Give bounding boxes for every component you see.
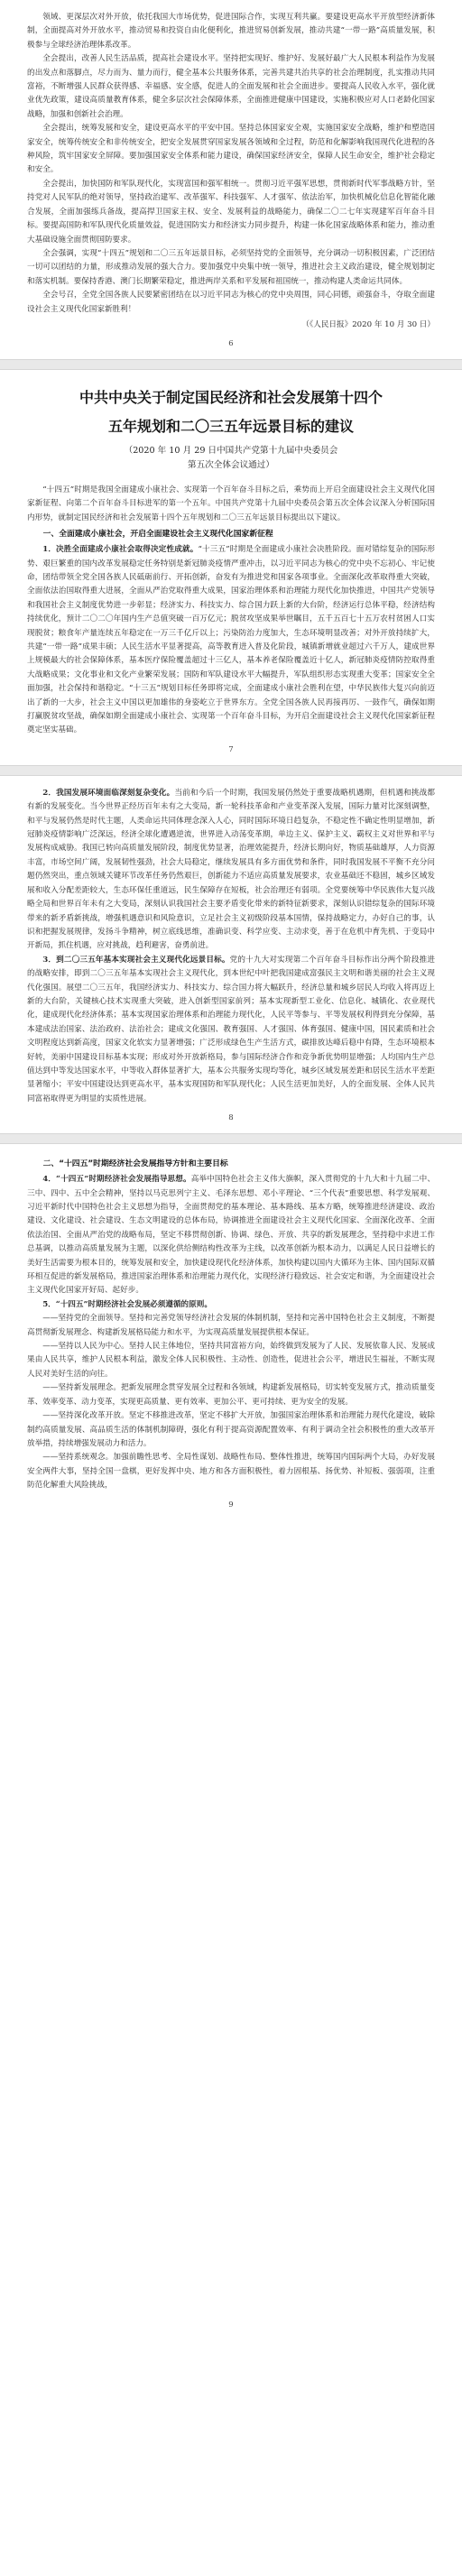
page-divider [0, 765, 462, 776]
paragraph: 全会提出，统筹发展和安全，建设更高水平的平安中国。坚持总体国家安全观，实施国家安全战略，维护和塑造国家安全，统筹传统安全和非传统安全，把安全发展贯穿国家发展各领域和全过程，防范和化解影响我国现代化进程的各种风险，筑牢国家安全屏障。要加强国家安全体系和能力建设，确保国家经济安全，保障人民生命安全，维护社会稳定和安全。 [27, 124, 435, 175]
item-paragraph [27, 1173, 435, 1298]
item-paragraph [27, 1298, 435, 1312]
paragraph: 全会提出，加快国防和军队现代化，实现富国和强军相统一。贯彻习近平强军思想，贯彻新时代军事战略方针，坚持党对人民军队的绝对领导，坚持政治建军、改革强军、科技强军、人才强军、依法治军，加快机械化信息化智能化融合发展，全面加强练兵备战，提高捍卫国家主权、安全、发展利益的战略能力，确保二〇二七年实现建军百年奋斗目标。要提高国防和军队现代化质量效益，促进国防实力和经济实力同步提升，构建一体化国家战略体系和能力，推动重大基础设施全面贯彻国防要求。 [27, 179, 435, 245]
page-divider [0, 359, 462, 370]
document-subtitle-line-2: 第五次全体会议通过） [188, 459, 274, 470]
item-body: 高举中国特色社会主义伟大旗帜，深入贯彻党的十九大和十九届二中、三中、四中、五中全会精神，坚持以马克思列宁主义、毛泽东思想、邓小平理论、“三个代表”重要思想、科学发展观、习近平新时代中国特色社会主义思想为指导，全面贯彻党的基本理论、基本路线、基本方略，统筹推进经济建设、政治建设、文化建设、社会建设、生态文明建设的总体布局，协调推进全面建设社会主义现代化国家、全面深化改革、全面依法治国、全面从严治党的战略布局，坚定不移贯彻创新、协调、绿色、开放、共享的新发展理念，坚持稳中求进工作总基调，以推动高质量发展为主题，以深化供给侧结构性改革为主线，以改革创新为根本动力，以满足人民日益增长的美好生活需要为根本目的，统筹发展和安全，加快建设现代化经济体系，加快构建以国内大循环为主体、国内国际双循环相互促进的新发展格局，推进国家治理体系和治理能力现代化，实现经济行稳致远、社会安定和谐，为全面建设社会主义现代化国家开好局、起好步。 [27, 1175, 435, 1296]
paragraph: 全会强调，实现“十四五”规划和二〇三五年远景目标，必须坚持党的全面领导，充分调动一切积极因素，广泛团结一切可以团结的力量，形成推动发展的强大合力。要加强党中央集中统一领导，推进社会主义政治建设，健全规划制定和落实机制。要保持香港、澳门长期繁荣稳定，推进两岸关系和平发展和祖国统一，推动构建人类命运共同体。 [27, 248, 435, 286]
item-paragraph [27, 543, 435, 738]
intro-paragraph: “十四五”时期是我国全面建成小康社会、实现第一个百年奋斗目标之后，乘势而上开启全面建设社会主义现代化国家新征程、向第二个百年奋斗目标进军的第一个五年。中国共产党第十九届中央委员会第五次全体会议深入分析国际国内形势，就制定国民经济和社会发展第十四个五年规划和二〇三五年远景目标提出以下建议。 [27, 485, 435, 522]
paragraph: 领域、更深层次对外开放，依托我国大市场优势，促进国际合作，实现互利共赢。要建设更高水平开放型经济新体制，全面提高对外开放水平，推动贸易和投资自由化便利化，推进贸易创新发展，推动共建“一带一路”高质量发展，积极参与全球经济治理体系改革。 [27, 13, 435, 50]
document-title-line-1: 中共中央关于制定国民经济和社会发展第十四个 [79, 388, 383, 406]
section-heading: 一、全面建成小康社会，开启全面建设社会主义现代化国家新征程 [42, 530, 273, 540]
document-title-line-2: 五年规划和二〇三五年远景目标的建议 [107, 417, 354, 435]
guidelines-section [27, 1144, 435, 1519]
section-heading: 二、“十四五”时期经济社会发展指导方针和主要目标 [42, 1159, 228, 1169]
item-paragraph [27, 787, 435, 954]
page-divider [0, 1133, 462, 1144]
item-lead: 5．“十四五”时期经济社会发展必须遵循的原则。 [42, 1299, 212, 1309]
page-number: 8 [228, 1113, 234, 1123]
proposal-opening-section [27, 370, 435, 765]
document-subtitle-line-1: （2020 年 10 月 29 日中国共产党第十九届中央委员会 [124, 445, 338, 456]
paragraph: 全会号召，全党全国各族人民要紧密团结在以习近平同志为核心的党中央周围，同心同德，顽强奋斗，夺取全面建设社会主义现代化国家新胜利！ [27, 291, 435, 314]
item-body: 当前和今后一个时期，我国发展仍然处于重要战略机遇期，但机遇和挑战都有新的发展变化。当今世界正经历百年未有之大变局，新一轮科技革命和产业变革深入发展，国际力量对比深刻调整，和平与发展仍然是时代主题，人类命运共同体理念深入人心，同时国际环境日趋复杂，不稳定性不确定性明显增加，新冠肺炎疫情影响广泛深远，经济全球化遭遇逆流，世界进入动荡变革期，单边主义、保护主义、霸权主义对世界和平与发展构成威胁。我国已转向高质量发展阶段，制度优势显著，治理效能提升，经济长期向好，物质基础雄厚，人力资源丰富，市场空间广阔，发展韧性强劲，社会大局稳定，继续发展具有多方面优势和条件，同时我国发展不平衡不充分问题仍然突出，重点领域关键环节改革任务仍然艰巨，创新能力不适应高质量发展要求，农业基础还不稳固，城乡区域发展和收入分配差距较大，生态环保任重道远，民生保障存在短板，社会治理还有弱项。全党要统筹中华民族伟大复兴战略全局和世界百年未有之大变局，深刻认识我国社会主要矛盾变化带来的新特征新要求，深刻认识错综复杂的国际环境带来的新矛盾新挑战，增强机遇意识和风险意识，立足社会主义初级阶段基本国情，保持战略定力，办好自己的事，认识和把握发展规律，发扬斗争精神，树立底线思维，准确识变、科学应变、主动求变，善于在危机中育先机、于变局中开新局，抓住机遇，应对挑战，趋利避害，奋勇前进。 [27, 788, 435, 951]
communique-section [27, 0, 435, 359]
principle-paragraph: ——坚持深化改革开放。坚定不移推进改革，坚定不移扩大开放，加强国家治理体系和治理能力现代化建设，破除制约高质量发展、高品质生活的体制机制障碍，强化有利于提高资源配置效率、有利于调动全社会积极性的重大改革开放举措，持续增强发展动力和活力。 [27, 1411, 435, 1448]
item-lead: 4．“十四五”时期经济社会发展指导思想。 [42, 1175, 191, 1185]
item-paragraph [27, 954, 435, 1106]
principle-paragraph: ——坚持系统观念。加强前瞻性思考、全局性谋划、战略性布局、整体性推进，统筹国内国际两个大局，办好发展安全两件大事，坚持全国一盘棋，更好发挥中央、地方和各方面积极性，着力固根基、扬优势、补短板、强弱项，注重防范化解重大风险挑战， [27, 1453, 435, 1491]
principle-paragraph: ——坚持新发展理念。把新发展理念贯穿发展全过程和各领域，构建新发展格局，切实转变发展方式，推动质量变革、效率变革、动力变革，实现更高质量、更有效率、更加公平、更可持续、更为安全的发展。 [27, 1383, 435, 1407]
item-lead: 1．决胜全面建成小康社会取得决定性成就。 [42, 545, 199, 555]
item-lead: 3．到二〇三五年基本实现社会主义现代化远景目标。 [42, 955, 230, 965]
page-number: 7 [228, 744, 234, 754]
page-number: 9 [228, 1500, 234, 1510]
item-lead: 2．我国发展环境面临深刻复杂变化。 [42, 788, 175, 798]
item-body: 党的十九大对实现第二个百年奋斗目标作出分两个阶段推进的战略安排，即到二〇三五年基本实现社会主义现代化，到本世纪中叶把我国建成富强民主文明和谐美丽的社会主义现代化强国。展望二〇三五年，我国经济实力、科技实力、综合国力将大幅跃升，经济总量和城乡居民人均收入将再迈上新的大台阶，关键核心技术实现重大突破，进入创新型国家前列；基本实现新型工业化、信息化、城镇化、农业现代化，建成现代化经济体系；基本实现国家治理体系和治理能力现代化，人民平等参与、平等发展权利得到充分保障，基本建成法治国家、法治政府、法治社会；建成文化强国、教育强国、人才强国、体育强国、健康中国，国民素质和社会文明程度达到新高度，国家文化软实力显著增强；广泛形成绿色生产生活方式，碳排放达峰后稳中有降，生态环境根本好转，美丽中国建设目标基本实现；形成对外开放新格局，参与国际经济合作和竞争新优势明显增强；人均国内生产总值达到中等发达国家水平，中等收入群体显著扩大，基本公共服务实现均等化，城乡区域发展差距和居民生活水平差距显著缩小；平安中国建设达到更高水平，基本实现国防和军队现代化；人民生活更加美好，人的全面发展、全体人民共同富裕取得更为明显的实质性进展。 [27, 955, 435, 1103]
environment-section [27, 776, 435, 1133]
source-line: （《人民日报》2020 年 10 月 30 日） [301, 319, 435, 329]
principle-paragraph: ——坚持党的全面领导。坚持和完善党领导经济社会发展的体制机制，坚持和完善中国特色社会主义制度，不断提高贯彻新发展理念、构建新发展格局能力和水平，为实现高质量发展提供根本保证。 [27, 1314, 435, 1337]
page-number: 6 [228, 338, 234, 348]
principle-paragraph: ——坚持以人民为中心。坚持人民主体地位，坚持共同富裕方向，始终做到发展为了人民、发展依靠人民、发展成果由人民共享，维护人民根本利益，激发全体人民积极性、主动性、创造性，促进社会公平，增进民生福祉，不断实现人民对美好生活的向往。 [27, 1342, 435, 1379]
paragraph: 全会提出，改善人民生活品质，提高社会建设水平。坚持把实现好、维护好、发展好最广大人民根本利益作为发展的出发点和落脚点，尽力而为、量力而行，健全基本公共服务体系，完善共建共治共享的社会治理制度，扎实推动共同富裕，不断增强人民群众获得感、幸福感、安全感，促进人的全面发展和社会全面进步。要提高人民收入水平，强化就业优先政策，建设高质量教育体系，健全多层次社会保障体系，全面推进健康中国建设，实施积极应对人口老龄化国家战略，加强和创新社会治理。 [27, 54, 435, 119]
item-body: “十三五”时期是全面建成小康社会决胜阶段。面对错综复杂的国际形势、艰巨繁重的国内改革发展稳定任务特别是新冠肺炎疫情严重冲击，以习近平同志为核心的党中央不忘初心、牢记使命，团结带领全党全国各族人民砥砺前行、开拓创新，奋发有为推进党和国家各项事业。全面深化改革取得重大突破，全面依法治国取得重大进展，全面从严治党取得重大成果，国家治理体系和治理能力现代化加快推进，中国共产党领导和我国社会主义制度优势进一步彰显；经济实力、科技实力、综合国力跃上新的大台阶，经济运行总体平稳，经济结构持续优化，预计二〇二〇年国内生产总值突破一百万亿元；脱贫攻坚成果举世瞩目，五千五百七十五万农村贫困人口实现脱贫；粮食年产量连续五年稳定在一万三千亿斤以上；污染防治力度加大，生态环境明显改善；对外开放持续扩大，共建“一带一路”成果丰硕；人民生活水平显著提高，高等教育进入普及化阶段，城镇新增就业超过六千万人，建成世界上规模最大的社会保障体系，基本医疗保险覆盖超过十三亿人，基本养老保险覆盖近十亿人，新冠肺炎疫情防控取得重大战略成果；文化事业和文化产业繁荣发展；国防和军队建设水平大幅提升，军队组织形态实现重大变革；国家安全全面加强，社会保持和谐稳定。“十三五”规划目标任务即将完成，全面建成小康社会胜利在望，中华民族伟大复兴向前迈出了新的一大步，社会主义中国以更加雄伟的身姿屹立于世界东方。全党全国各族人民再接再厉、一鼓作气，确保如期打赢脱贫攻坚战，确保如期全面建成小康社会、实现第一个百年奋斗目标，为开启全面建设社会主义现代化国家新征程奠定坚实基础。 [27, 545, 435, 735]
